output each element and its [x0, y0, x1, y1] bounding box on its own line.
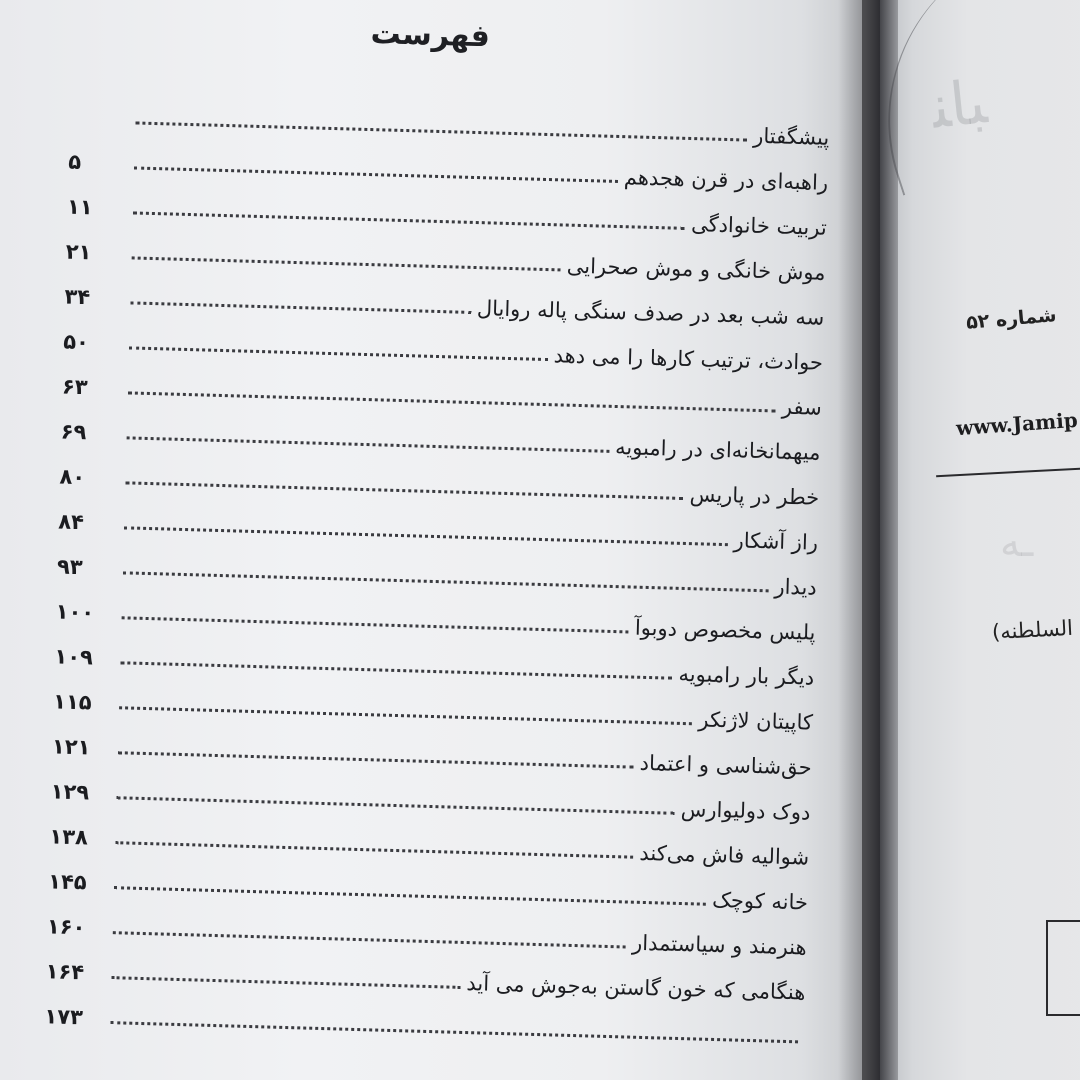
right-page-url: www.Jamip — [955, 407, 1079, 441]
toc-list — [44, 84, 830, 1050]
toc-entry-page-number: ۱۱۵ — [52, 689, 93, 715]
toc-entry-title: پیشگفتار — [752, 123, 830, 150]
toc-entry-page-number: ۸۴ — [57, 509, 85, 535]
toc-entry-page-number: ۱۱ — [66, 194, 94, 220]
toc-entry-page-number: ۲۱ — [65, 239, 92, 265]
toc-entry-page-number: ۹۳ — [56, 554, 83, 580]
right-page-box — [1046, 920, 1080, 1016]
toc-entry-title: میهمانخانه‌ای در رامبویه — [614, 435, 821, 465]
right-page-faint-show-through: ﺒﺎﻨ — [928, 67, 991, 143]
toc-entry-title: تربیت خانوادگی — [690, 212, 828, 240]
toc-entry-title: خطر در پاریس — [689, 482, 820, 510]
toc-entry-title: حق‌شناسی و اعتماد — [639, 750, 813, 780]
toc-entry-page-number: ۶۳ — [61, 374, 89, 400]
toc-entry-title: دوک دولیوارس — [680, 796, 811, 825]
toc-title: فهرست — [370, 16, 491, 55]
toc-entry-page-number: ۱۰۹ — [54, 644, 94, 670]
toc-entry-page-number: ۱۳۸ — [49, 824, 89, 850]
right-page-text-fragment: السلطنه) — [991, 615, 1074, 645]
right-page-faint-mark: ـه — [1000, 520, 1034, 566]
toc-entry-title: سفر — [781, 394, 823, 420]
toc-entry-page-number: ۱۶۴ — [45, 959, 85, 985]
toc-entry-title: دیدار — [774, 574, 818, 600]
toc-entry-page-number: ۵ — [67, 149, 82, 174]
toc-entry-title: شوالیه فاش می‌کند — [639, 840, 810, 870]
right-page-series-label: شماره ۵۲ — [965, 304, 1058, 334]
toc-entry-title: حوادث، ترتیب کارها را می دهد — [553, 343, 824, 375]
toc-entry-page-number: ۱۲۹ — [50, 779, 90, 805]
toc-entry-page-number: ۱۴۵ — [47, 869, 87, 895]
toc-entry-title: راهبه‌ای در قرن هجدهم — [623, 165, 829, 195]
toc-entry-title: موش خانگی و موش صحرایی — [566, 253, 826, 285]
toc-entry-page-number: ۶۹ — [60, 419, 87, 445]
toc-entry-title: سه شب بعد در صدف سنگی پاله روایال — [476, 296, 825, 330]
toc-entry-title: راز آشکار — [733, 528, 819, 555]
toc-entry-title: کاپیتان لاژنکر — [698, 707, 814, 735]
toc-entry-page-number: ۱۲۱ — [51, 734, 91, 760]
toc-entry-title: هنگامی که خون گاستن به‌جوش می آید — [466, 971, 806, 1005]
toc-entry-page-number: ۱۰۰ — [55, 599, 95, 625]
toc-entry-title: پلیس مخصوص دوبوآ — [634, 615, 816, 645]
toc-entry-page-number: ۱۶۰ — [46, 914, 86, 940]
toc-leader-dots — [110, 1020, 798, 1043]
toc-entry-page-number: ۵۰ — [62, 329, 90, 355]
toc-entry-title: خانه کوچک — [711, 887, 809, 915]
toc-entry-title: دیگر بار رامبویه — [678, 661, 815, 690]
toc-entry-page-number: ۸۰ — [59, 464, 86, 490]
toc-entry-page-number: ۳۴ — [64, 284, 91, 310]
book-gutter-shadow — [838, 0, 898, 1080]
toc-entry-page-number: ۱۷۳ — [44, 1004, 84, 1030]
toc-entry-title: هنرمند و سیاستمدار — [631, 930, 807, 960]
